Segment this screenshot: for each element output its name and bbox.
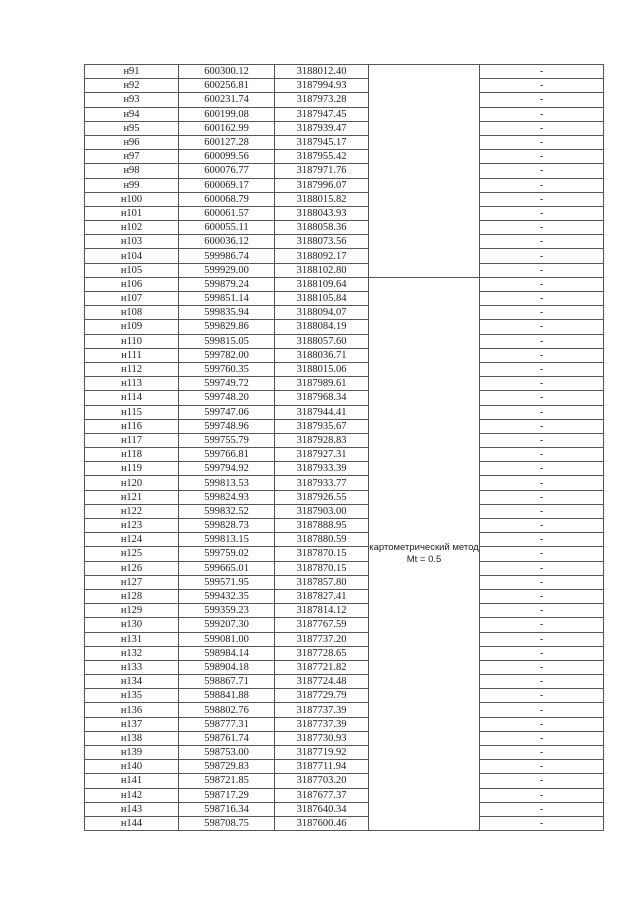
y-coordinate-cell: 3187677.37 <box>275 788 369 802</box>
table-row <box>85 433 604 447</box>
table-row <box>85 703 604 717</box>
x-coordinate-cell: 599813.15 <box>179 533 275 547</box>
table-row <box>85 519 604 533</box>
y-coordinate-cell: 3187945.17 <box>275 135 369 149</box>
table-row <box>85 746 604 760</box>
accuracy-dash-cell: - <box>480 263 604 277</box>
accuracy-dash-cell: - <box>480 746 604 760</box>
x-coordinate-cell: 599766.81 <box>179 448 275 462</box>
accuracy-dash-cell: - <box>480 731 604 745</box>
y-coordinate-cell: 3187968.34 <box>275 391 369 405</box>
point-name-cell: н96 <box>85 135 179 149</box>
point-name-cell: н118 <box>85 448 179 462</box>
table-row <box>85 107 604 121</box>
accuracy-dash-cell: - <box>480 703 604 717</box>
accuracy-dash-cell: - <box>480 391 604 405</box>
accuracy-dash-cell: - <box>480 135 604 149</box>
table-row <box>85 589 604 603</box>
point-name-cell: н132 <box>85 646 179 660</box>
point-name-cell: н126 <box>85 561 179 575</box>
y-coordinate-cell: 3188092.17 <box>275 249 369 263</box>
x-coordinate-cell: 599747.06 <box>179 405 275 419</box>
accuracy-dash-cell: - <box>480 717 604 731</box>
y-coordinate-cell: 3187870.15 <box>275 547 369 561</box>
point-name-cell: н136 <box>85 703 179 717</box>
x-coordinate-cell: 599829.86 <box>179 320 275 334</box>
method-label: картометрический метод Mt = 0.5 <box>369 277 480 830</box>
table-row <box>85 675 604 689</box>
x-coordinate-cell: 600061.57 <box>179 206 275 220</box>
table-row <box>85 263 604 277</box>
point-name-cell: н105 <box>85 263 179 277</box>
point-name-cell: н131 <box>85 632 179 646</box>
point-name-cell: н110 <box>85 334 179 348</box>
x-coordinate-cell: 599759.02 <box>179 547 275 561</box>
point-name-cell: н114 <box>85 391 179 405</box>
coordinate-table-sheet <box>84 64 604 831</box>
y-coordinate-cell: 3187935.67 <box>275 419 369 433</box>
accuracy-dash-cell: - <box>480 675 604 689</box>
point-name-cell: н124 <box>85 533 179 547</box>
y-coordinate-cell: 3188094.07 <box>275 306 369 320</box>
table-row <box>85 774 604 788</box>
table-row <box>85 192 604 206</box>
accuracy-dash-cell: - <box>480 774 604 788</box>
point-name-cell: н95 <box>85 121 179 135</box>
y-coordinate-cell: 3187880.59 <box>275 533 369 547</box>
point-name-cell: н98 <box>85 164 179 178</box>
y-coordinate-cell: 3187989.61 <box>275 377 369 391</box>
accuracy-dash-cell: - <box>480 575 604 589</box>
table-row <box>85 292 604 306</box>
y-coordinate-cell: 3188043.93 <box>275 206 369 220</box>
y-coordinate-cell: 3187703.20 <box>275 774 369 788</box>
table-row <box>85 760 604 774</box>
point-name-cell: н138 <box>85 731 179 745</box>
accuracy-dash-cell: - <box>480 561 604 575</box>
point-name-cell: н125 <box>85 547 179 561</box>
x-coordinate-cell: 598716.34 <box>179 802 275 816</box>
x-coordinate-cell: 598904.18 <box>179 660 275 674</box>
point-name-cell: н109 <box>85 320 179 334</box>
y-coordinate-cell: 3188105.84 <box>275 292 369 306</box>
y-coordinate-cell: 3187640.34 <box>275 802 369 816</box>
point-name-cell: н121 <box>85 490 179 504</box>
y-coordinate-cell: 3187933.77 <box>275 476 369 490</box>
accuracy-dash-cell: - <box>480 348 604 362</box>
table-row <box>85 206 604 220</box>
y-coordinate-cell: 3187600.46 <box>275 816 369 830</box>
x-coordinate-cell: 600199.08 <box>179 107 275 121</box>
point-name-cell: н100 <box>85 192 179 206</box>
accuracy-dash-cell: - <box>480 277 604 291</box>
x-coordinate-cell: 599986.74 <box>179 249 275 263</box>
y-coordinate-cell: 3187737.39 <box>275 703 369 717</box>
accuracy-dash-cell: - <box>480 221 604 235</box>
point-name-cell: н130 <box>85 618 179 632</box>
x-coordinate-cell: 599824.93 <box>179 490 275 504</box>
y-coordinate-cell: 3187857.80 <box>275 575 369 589</box>
method-cell-top <box>369 65 480 278</box>
x-coordinate-cell: 598777.31 <box>179 717 275 731</box>
accuracy-dash-cell: - <box>480 604 604 618</box>
table-row <box>85 277 604 291</box>
accuracy-dash-cell: - <box>480 206 604 220</box>
y-coordinate-cell: 3187947.45 <box>275 107 369 121</box>
x-coordinate-cell: 599879.24 <box>179 277 275 291</box>
table-row <box>85 178 604 192</box>
point-name-cell: н128 <box>85 589 179 603</box>
y-coordinate-cell: 3187903.00 <box>275 504 369 518</box>
table-row <box>85 320 604 334</box>
accuracy-dash-cell: - <box>480 334 604 348</box>
y-coordinate-cell: 3187973.28 <box>275 93 369 107</box>
x-coordinate-cell: 598761.74 <box>179 731 275 745</box>
point-name-cell: н129 <box>85 604 179 618</box>
point-name-cell: н108 <box>85 306 179 320</box>
x-coordinate-cell: 599813.53 <box>179 476 275 490</box>
accuracy-dash-cell: - <box>480 476 604 490</box>
table-row <box>85 249 604 263</box>
accuracy-dash-cell: - <box>480 504 604 518</box>
x-coordinate-cell: 599748.20 <box>179 391 275 405</box>
point-name-cell: н122 <box>85 504 179 518</box>
y-coordinate-cell: 3187719.92 <box>275 746 369 760</box>
accuracy-dash-cell: - <box>480 121 604 135</box>
point-name-cell: н140 <box>85 760 179 774</box>
table-row <box>85 362 604 376</box>
accuracy-dash-cell: - <box>480 448 604 462</box>
x-coordinate-cell: 600231.74 <box>179 93 275 107</box>
y-coordinate-cell: 3188084.19 <box>275 320 369 334</box>
accuracy-dash-cell: - <box>480 760 604 774</box>
table-row <box>85 135 604 149</box>
point-name-cell: н102 <box>85 221 179 235</box>
accuracy-dash-cell: - <box>480 93 604 107</box>
x-coordinate-cell: 600076.77 <box>179 164 275 178</box>
accuracy-dash-cell: - <box>480 65 604 79</box>
point-name-cell: н139 <box>85 746 179 760</box>
point-name-cell: н133 <box>85 660 179 674</box>
table-row <box>85 150 604 164</box>
table-row <box>85 547 604 561</box>
accuracy-dash-cell: - <box>480 249 604 263</box>
x-coordinate-cell: 600162.99 <box>179 121 275 135</box>
table-row <box>85 377 604 391</box>
accuracy-dash-cell: - <box>480 107 604 121</box>
x-coordinate-cell: 599815.05 <box>179 334 275 348</box>
y-coordinate-cell: 3188058.36 <box>275 221 369 235</box>
x-coordinate-cell: 598753.00 <box>179 746 275 760</box>
y-coordinate-cell: 3187944.41 <box>275 405 369 419</box>
accuracy-dash-cell: - <box>480 533 604 547</box>
coordinate-table <box>84 64 604 831</box>
accuracy-dash-cell: - <box>480 150 604 164</box>
y-coordinate-cell: 3188015.82 <box>275 192 369 206</box>
table-row <box>85 164 604 178</box>
point-name-cell: н112 <box>85 362 179 376</box>
x-coordinate-cell: 599832.52 <box>179 504 275 518</box>
accuracy-dash-cell: - <box>480 589 604 603</box>
table-row <box>85 221 604 235</box>
table-row <box>85 419 604 433</box>
table-row <box>85 802 604 816</box>
table-row <box>85 391 604 405</box>
accuracy-dash-cell: - <box>480 433 604 447</box>
x-coordinate-cell: 599432.35 <box>179 589 275 603</box>
point-name-cell: н93 <box>85 93 179 107</box>
accuracy-dash-cell: - <box>480 632 604 646</box>
x-coordinate-cell: 599359.23 <box>179 604 275 618</box>
y-coordinate-cell: 3187994.93 <box>275 79 369 93</box>
point-name-cell: н113 <box>85 377 179 391</box>
accuracy-dash-cell: - <box>480 377 604 391</box>
table-row <box>85 65 604 79</box>
accuracy-dash-cell: - <box>480 164 604 178</box>
point-name-cell: н119 <box>85 462 179 476</box>
y-coordinate-cell: 3187939.47 <box>275 121 369 135</box>
table-row <box>85 448 604 462</box>
accuracy-dash-cell: - <box>480 547 604 561</box>
point-name-cell: н117 <box>85 433 179 447</box>
table-row <box>85 235 604 249</box>
y-coordinate-cell: 3187729.79 <box>275 689 369 703</box>
y-coordinate-cell: 3187827.41 <box>275 589 369 603</box>
point-name-cell: н143 <box>85 802 179 816</box>
accuracy-dash-cell: - <box>480 519 604 533</box>
point-name-cell: н101 <box>85 206 179 220</box>
y-coordinate-cell: 3187955.42 <box>275 150 369 164</box>
point-name-cell: н115 <box>85 405 179 419</box>
accuracy-dash-cell: - <box>480 660 604 674</box>
table-row <box>85 93 604 107</box>
table-row <box>85 604 604 618</box>
table-row <box>85 788 604 802</box>
x-coordinate-cell: 599749.72 <box>179 377 275 391</box>
x-coordinate-cell: 598984.14 <box>179 646 275 660</box>
x-coordinate-cell: 598729.83 <box>179 760 275 774</box>
point-name-cell: н144 <box>85 816 179 830</box>
table-row <box>85 660 604 674</box>
y-coordinate-cell: 3187730.93 <box>275 731 369 745</box>
y-coordinate-cell: 3187721.82 <box>275 660 369 674</box>
table-row <box>85 405 604 419</box>
y-coordinate-cell: 3187870.15 <box>275 561 369 575</box>
accuracy-dash-cell: - <box>480 802 604 816</box>
y-coordinate-cell: 3188102.80 <box>275 263 369 277</box>
table-row <box>85 533 604 547</box>
table-row <box>85 121 604 135</box>
accuracy-dash-cell: - <box>480 320 604 334</box>
point-name-cell: н91 <box>85 65 179 79</box>
y-coordinate-cell: 3187933.39 <box>275 462 369 476</box>
x-coordinate-cell: 599081.00 <box>179 632 275 646</box>
accuracy-dash-cell: - <box>480 618 604 632</box>
accuracy-dash-cell: - <box>480 816 604 830</box>
accuracy-dash-cell: - <box>480 490 604 504</box>
x-coordinate-cell: 599207.30 <box>179 618 275 632</box>
accuracy-dash-cell: - <box>480 178 604 192</box>
y-coordinate-cell: 3188073.56 <box>275 235 369 249</box>
table-row <box>85 816 604 830</box>
x-coordinate-cell: 600036.12 <box>179 235 275 249</box>
accuracy-dash-cell: - <box>480 362 604 376</box>
x-coordinate-cell: 600127.28 <box>179 135 275 149</box>
y-coordinate-cell: 3187767.59 <box>275 618 369 632</box>
table-row <box>85 490 604 504</box>
point-name-cell: н123 <box>85 519 179 533</box>
point-name-cell: н106 <box>85 277 179 291</box>
y-coordinate-cell: 3187814.12 <box>275 604 369 618</box>
x-coordinate-cell: 600055.11 <box>179 221 275 235</box>
table-row <box>85 575 604 589</box>
point-name-cell: н134 <box>85 675 179 689</box>
table-row <box>85 476 604 490</box>
x-coordinate-cell: 599748.96 <box>179 419 275 433</box>
table-row <box>85 731 604 745</box>
point-name-cell: н116 <box>85 419 179 433</box>
point-name-cell: н99 <box>85 178 179 192</box>
x-coordinate-cell: 599794.92 <box>179 462 275 476</box>
point-name-cell: н111 <box>85 348 179 362</box>
x-coordinate-cell: 599929.00 <box>179 263 275 277</box>
table-row <box>85 717 604 731</box>
point-name-cell: н135 <box>85 689 179 703</box>
table-row <box>85 632 604 646</box>
table-row <box>85 618 604 632</box>
x-coordinate-cell: 598802.76 <box>179 703 275 717</box>
x-coordinate-cell: 599665.01 <box>179 561 275 575</box>
table-row <box>85 646 604 660</box>
accuracy-dash-cell: - <box>480 79 604 93</box>
coordinate-table-body <box>85 65 604 831</box>
y-coordinate-cell: 3187888.95 <box>275 519 369 533</box>
y-coordinate-cell: 3187926.55 <box>275 490 369 504</box>
x-coordinate-cell: 599782.00 <box>179 348 275 362</box>
table-row <box>85 348 604 362</box>
x-coordinate-cell: 599828.73 <box>179 519 275 533</box>
y-coordinate-cell: 3187711.94 <box>275 760 369 774</box>
table-row <box>85 334 604 348</box>
x-coordinate-cell: 599755.79 <box>179 433 275 447</box>
point-name-cell: н137 <box>85 717 179 731</box>
x-coordinate-cell: 599571.95 <box>179 575 275 589</box>
accuracy-dash-cell: - <box>480 292 604 306</box>
x-coordinate-cell: 600300.12 <box>179 65 275 79</box>
y-coordinate-cell: 3187737.20 <box>275 632 369 646</box>
point-name-cell: н94 <box>85 107 179 121</box>
point-name-cell: н104 <box>85 249 179 263</box>
y-coordinate-cell: 3188036.71 <box>275 348 369 362</box>
table-row <box>85 306 604 320</box>
accuracy-dash-cell: - <box>480 306 604 320</box>
point-name-cell: н97 <box>85 150 179 164</box>
point-name-cell: н141 <box>85 774 179 788</box>
accuracy-dash-cell: - <box>480 192 604 206</box>
accuracy-dash-cell: - <box>480 462 604 476</box>
y-coordinate-cell: 3187996.07 <box>275 178 369 192</box>
point-name-cell: н92 <box>85 79 179 93</box>
table-row <box>85 561 604 575</box>
x-coordinate-cell: 598867.71 <box>179 675 275 689</box>
y-coordinate-cell: 3187928.83 <box>275 433 369 447</box>
y-coordinate-cell: 3188109.64 <box>275 277 369 291</box>
accuracy-dash-cell: - <box>480 419 604 433</box>
y-coordinate-cell: 3187971.76 <box>275 164 369 178</box>
x-coordinate-cell: 599851.14 <box>179 292 275 306</box>
accuracy-dash-cell: - <box>480 689 604 703</box>
table-row <box>85 79 604 93</box>
accuracy-dash-cell: - <box>480 405 604 419</box>
x-coordinate-cell: 598841.88 <box>179 689 275 703</box>
point-name-cell: н127 <box>85 575 179 589</box>
point-name-cell: н142 <box>85 788 179 802</box>
x-coordinate-cell: 598717.29 <box>179 788 275 802</box>
table-row <box>85 689 604 703</box>
x-coordinate-cell: 600099.56 <box>179 150 275 164</box>
y-coordinate-cell: 3188057.60 <box>275 334 369 348</box>
point-name-cell: н120 <box>85 476 179 490</box>
x-coordinate-cell: 599760.35 <box>179 362 275 376</box>
y-coordinate-cell: 3187927.31 <box>275 448 369 462</box>
x-coordinate-cell: 599835.94 <box>179 306 275 320</box>
point-name-cell: н107 <box>85 292 179 306</box>
accuracy-dash-cell: - <box>480 788 604 802</box>
point-name-cell: н103 <box>85 235 179 249</box>
x-coordinate-cell: 600256.81 <box>179 79 275 93</box>
x-coordinate-cell: 598708.75 <box>179 816 275 830</box>
x-coordinate-cell: 600068.79 <box>179 192 275 206</box>
y-coordinate-cell: 3188012.40 <box>275 65 369 79</box>
table-row <box>85 462 604 476</box>
y-coordinate-cell: 3187737.39 <box>275 717 369 731</box>
accuracy-dash-cell: - <box>480 235 604 249</box>
table-row <box>85 504 604 518</box>
y-coordinate-cell: 3187724.48 <box>275 675 369 689</box>
x-coordinate-cell: 598721.85 <box>179 774 275 788</box>
y-coordinate-cell: 3188015.06 <box>275 362 369 376</box>
x-coordinate-cell: 600069.17 <box>179 178 275 192</box>
accuracy-dash-cell: - <box>480 646 604 660</box>
y-coordinate-cell: 3187728.65 <box>275 646 369 660</box>
